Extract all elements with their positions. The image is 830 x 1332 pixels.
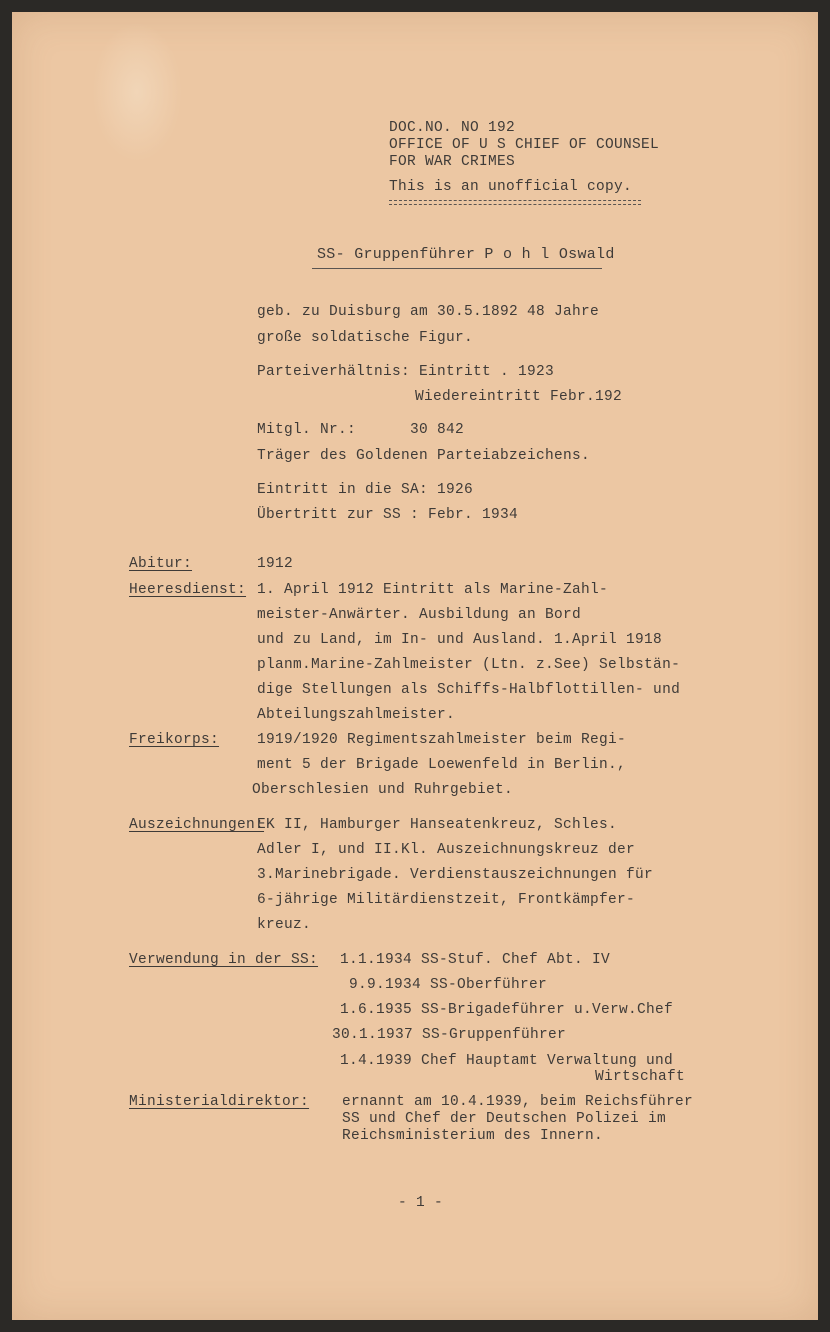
ministerial-director-line: ernannt am 10.4.1939, beim Reichsführer <box>342 1094 694 1110</box>
freikorps-line: ment 5 der Brigade Loewenfeld in Berlin., <box>257 757 627 773</box>
ss-use-line: 1.4.1939 Chef Hauptamt Verwaltung und <box>340 1053 674 1069</box>
ss-use-line: 1.6.1935 SS-Brigadeführer u.Verw.Chef <box>340 1002 674 1018</box>
abitur-label: Abitur: <box>129 556 193 572</box>
paper-stain <box>92 22 182 162</box>
decorations-line: 6-jährige Militärdienstzeit, Frontkämpfer- <box>257 892 636 908</box>
page-number: - 1 - <box>398 1195 444 1211</box>
army-service-label: Heeresdienst: <box>129 582 247 598</box>
abitur-value: 1912 <box>257 556 294 572</box>
ss-use-line: 1.1.1934 SS-Stuf. Chef Abt. IV <box>340 952 611 968</box>
army-service-line: planm.Marine-Zahlmeister (Ltn. z.See) Selbstän- <box>257 657 681 673</box>
document-title: SS- Gruppenführer P o h l Oswald <box>317 246 615 263</box>
party-relation-line: Parteiverhältnis: Eintritt . 1923 <box>257 364 555 380</box>
unofficial-copy-note: This is an unofficial copy. <box>389 179 633 195</box>
birth-line: geb. zu Duisburg am 30.5.1892 48 Jahre <box>257 304 600 320</box>
decorations-line: 3.Marinebrigade. Verdienstauszeichnungen für <box>257 867 654 883</box>
ss-use-line: Wirtschaft <box>595 1069 686 1085</box>
ss-use-label: Verwendung in der SS: <box>129 952 319 968</box>
ss-use-line: 30.1.1937 SS-Gruppenführer <box>332 1027 567 1043</box>
freikorps-line: 1919/1920 Regimentszahlmeister beim Regi- <box>257 732 627 748</box>
party-reentry-line: Wiedereintritt Febr.192 <box>415 389 623 405</box>
decorations-line: EK II, Hamburger Hanseatenkreuz, Schles. <box>257 817 618 833</box>
army-service-line: dige Stellungen als Schiffs-Halbflottillen- und <box>257 682 681 698</box>
army-service-line: 1. April 1912 Eintritt als Marine-Zahl- <box>257 582 609 598</box>
sa-entry-line: Eintritt in die SA: 1926 <box>257 482 474 498</box>
document-page <box>12 12 818 1320</box>
army-service-line: Abteilungszahlmeister. <box>257 707 456 723</box>
figure-line: große soldatische Figur. <box>257 330 474 346</box>
freikorps-line: Oberschlesien und Ruhrgebiet. <box>252 782 514 798</box>
freikorps-label: Freikorps: <box>129 732 220 748</box>
title-rule <box>312 268 602 269</box>
decorations-line: Adler I, und II.Kl. Auszeichnungskreuz der <box>257 842 636 858</box>
doc-number: DOC.NO. NO 192 <box>389 120 516 136</box>
army-service-line: und zu Land, im In- und Ausland. 1.April 1918 <box>257 632 663 648</box>
office-line: OFFICE OF U S CHIEF OF COUNSEL <box>389 137 660 153</box>
ss-transfer-line: Übertritt zur SS : Febr. 1934 <box>257 507 519 523</box>
decorations-line: kreuz. <box>257 917 312 933</box>
member-number-line: Mitgl. Nr.: 30 842 <box>257 422 465 438</box>
war-crimes-line: FOR WAR CRIMES <box>389 154 516 170</box>
ministerial-director-line: Reichsministerium des Innern. <box>342 1128 604 1144</box>
ministerial-director-label: Ministerialdirektor: <box>129 1094 310 1110</box>
army-service-line: meister-Anwärter. Ausbildung an Bord <box>257 607 582 623</box>
golden-badge-line: Träger des Goldenen Parteiabzeichens. <box>257 448 591 464</box>
decorations-label: Auszeichnungen: <box>129 817 265 833</box>
ministerial-director-line: SS und Chef der Deutschen Polizei im <box>342 1111 667 1127</box>
ss-use-line: 9.9.1934 SS-Oberführer <box>340 977 548 993</box>
double-rule <box>389 200 641 205</box>
